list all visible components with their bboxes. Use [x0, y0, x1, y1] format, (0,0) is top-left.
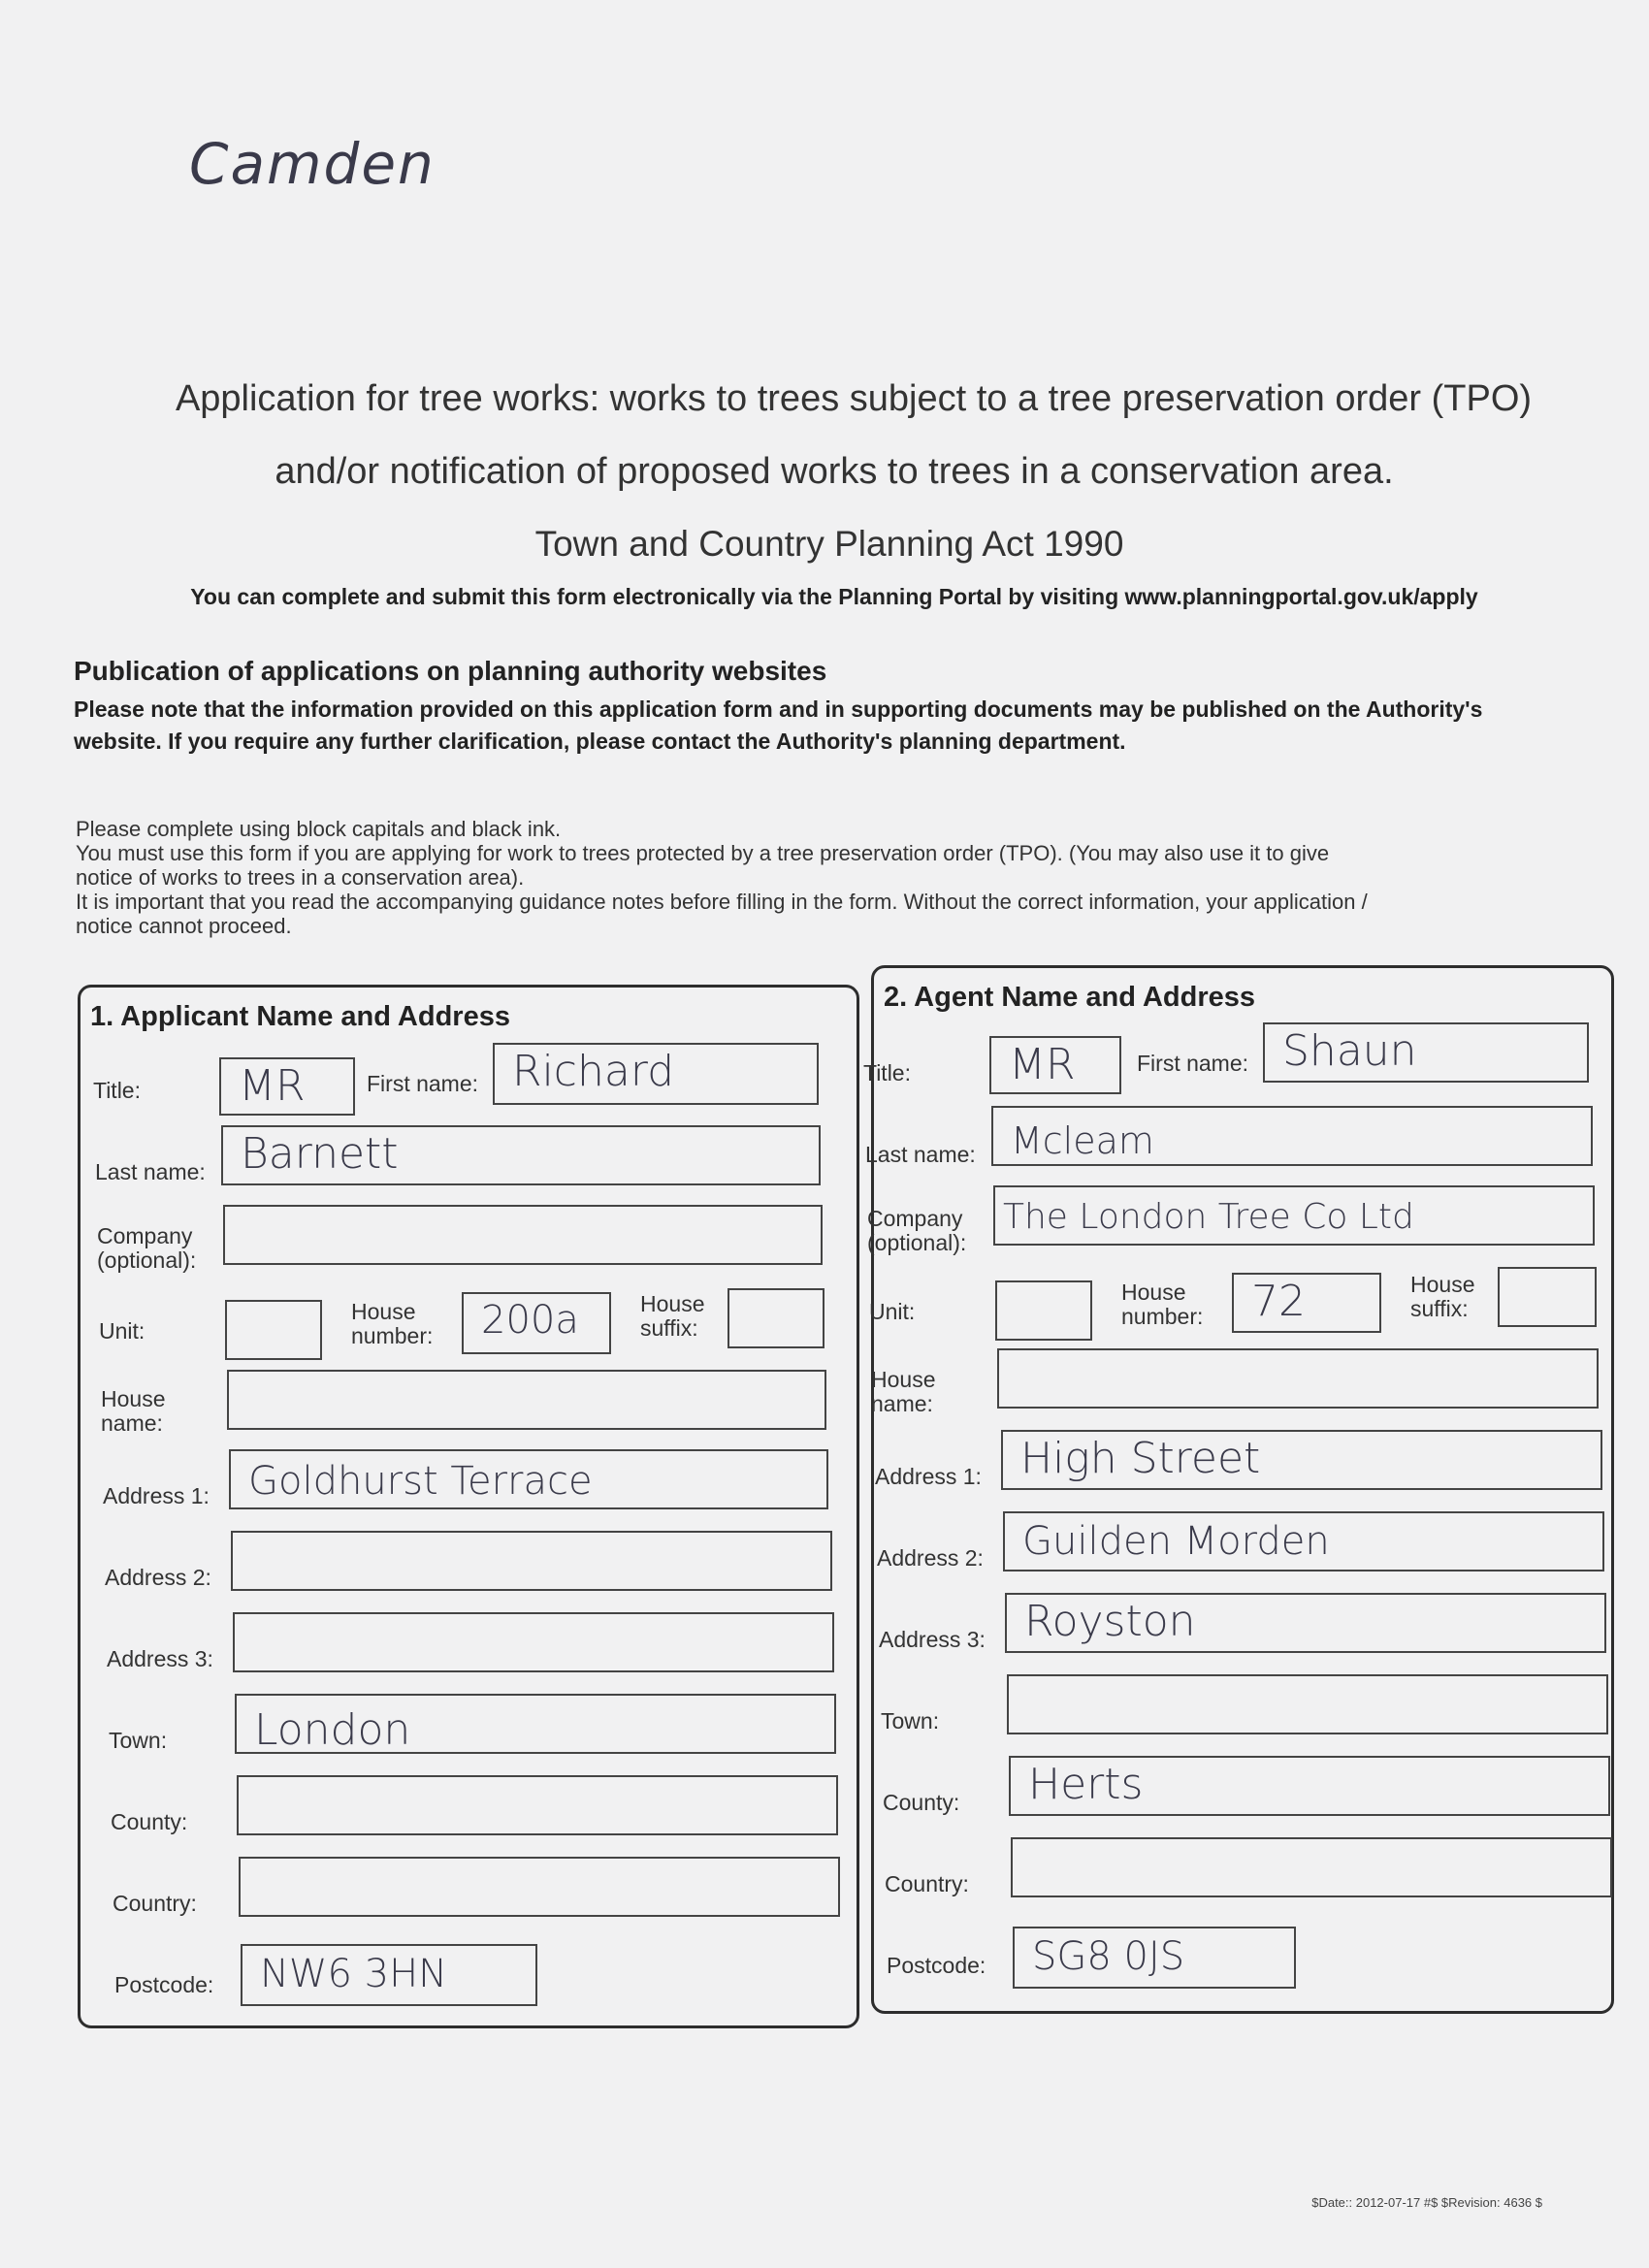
agent-first-name-value: Shaun [1282, 1026, 1417, 1076]
agent-unit-field[interactable] [995, 1280, 1092, 1341]
agent-last-name-field[interactable] [991, 1106, 1593, 1166]
instruction-line: notice cannot proceed. [76, 914, 292, 938]
agent-address1-field[interactable] [1001, 1430, 1602, 1490]
applicant-house-number-field[interactable] [462, 1292, 611, 1354]
applicant-company-field[interactable] [223, 1205, 823, 1265]
agent-town-label: Town: [881, 1708, 940, 1733]
agent-address3-value: Royston [1024, 1597, 1196, 1646]
agent-address2-field[interactable] [1003, 1511, 1604, 1571]
agent-address3-field[interactable] [1005, 1593, 1606, 1653]
applicant-first-name-label: First name: [367, 1071, 479, 1096]
applicant-last-name-label: Last name: [95, 1159, 206, 1184]
agent-county-label: County: [883, 1790, 960, 1815]
applicant-town-label: Town: [109, 1728, 168, 1753]
agent-country-field[interactable] [1011, 1837, 1612, 1897]
council-handwritten: Camden [189, 131, 436, 197]
agent-heading: 2. Agent Name and Address [884, 982, 1256, 1013]
agent-first-name-field[interactable] [1263, 1022, 1589, 1083]
applicant-address1-field[interactable] [229, 1449, 828, 1509]
applicant-address3-field[interactable] [233, 1612, 834, 1672]
agent-house-name-field[interactable] [997, 1348, 1599, 1409]
applicant-first-name-value: Richard [512, 1047, 675, 1096]
applicant-house-suffix-field[interactable] [728, 1288, 824, 1348]
applicant-title-field[interactable] [219, 1057, 355, 1116]
applicant-house-suffix-label: House suffix: [640, 1291, 705, 1341]
applicant-country-label: Country: [113, 1891, 197, 1916]
agent-last-name-value: Mcleam [1011, 1119, 1154, 1162]
agent-title-label: Title: [863, 1060, 911, 1085]
applicant-last-name-field[interactable] [221, 1125, 821, 1185]
revision-footer: $Date:: 2012-07-17 #$ $Revision: 4636 $ [1311, 2195, 1542, 2210]
form-title-line-3: Town and Country Planning Act 1990 [534, 524, 1124, 564]
agent-house-suffix-label: House suffix: [1410, 1272, 1475, 1321]
agent-country-label: Country: [885, 1871, 969, 1896]
agent-postcode-value: SG8 0JS [1032, 1934, 1185, 1979]
applicant-address2-label: Address 2: [105, 1565, 211, 1590]
agent-county-field[interactable] [1009, 1756, 1610, 1816]
agent-address2-value: Guilden Morden [1022, 1519, 1330, 1564]
agent-house-number-field[interactable] [1232, 1273, 1381, 1333]
applicant-title-value: MR [239, 1061, 306, 1111]
applicant-unit-field[interactable] [225, 1300, 322, 1360]
applicant-town-value: London [254, 1705, 411, 1755]
applicant-country-field[interactable] [239, 1857, 840, 1917]
agent-house-number-label: House number: [1121, 1280, 1204, 1329]
form-title-line-2: and/or notification of proposed works to trees in a conservation area. [275, 451, 1394, 492]
applicant-house-name-field[interactable] [227, 1370, 826, 1430]
applicant-town-field[interactable] [235, 1694, 836, 1754]
agent-address3-label: Address 3: [879, 1627, 986, 1652]
agent-town-field[interactable] [1007, 1674, 1608, 1734]
agent-house-name-label: House name: [871, 1367, 936, 1416]
agent-house-suffix-field[interactable] [1498, 1267, 1597, 1327]
applicant-county-field[interactable] [237, 1775, 838, 1835]
applicant-first-name-field[interactable] [493, 1043, 819, 1105]
instruction-line: Please complete using block capitals and black ink. [76, 817, 562, 841]
applicant-heading: 1. Applicant Name and Address [90, 1001, 510, 1032]
applicant-address1-value: Goldhurst Terrace [248, 1459, 593, 1504]
planning-portal-note: You can complete and submit this form electronically via the Planning Portal by visiting www.planningportal.gov.uk/apply [190, 584, 1478, 609]
applicant-house-name-label: House name: [101, 1386, 166, 1436]
instruction-line: It is important that you read the accompanying guidance notes before filling in the form. Without the correct information, your application / [76, 890, 1368, 914]
agent-postcode-field[interactable] [1013, 1927, 1296, 1989]
agent-title-field[interactable] [989, 1036, 1121, 1094]
agent-first-name-label: First name: [1137, 1051, 1249, 1076]
agent-county-value: Herts [1028, 1760, 1144, 1809]
applicant-house-number-label: House number: [351, 1299, 434, 1348]
agent-house-number-value: 72 [1251, 1277, 1306, 1326]
agent-postcode-label: Postcode: [887, 1953, 986, 1978]
applicant-county-label: County: [111, 1809, 188, 1834]
applicant-postcode-field[interactable] [241, 1944, 537, 2006]
applicant-postcode-value: NW6 3HN [260, 1952, 448, 1996]
agent-title-value: MR [1009, 1040, 1076, 1089]
publication-text: Please note that the information provided on this application form and in supporting documents may be published on the Authority's website. If you require any further clarification, please contact the Authority's planning department. [74, 697, 1483, 754]
applicant-last-name-value: Barnett [241, 1129, 399, 1179]
applicant-address3-label: Address 3: [107, 1646, 213, 1671]
applicant-unit-label: Unit: [99, 1318, 146, 1344]
publication-heading: Publication of applications on planning authority websites [74, 656, 827, 686]
agent-address1-label: Address 1: [875, 1464, 982, 1489]
applicant-company-label: Company (optional): [97, 1223, 197, 1273]
agent-company-value: The London Tree Co Ltd [1003, 1197, 1414, 1237]
applicant-house-number-value: 200a [481, 1298, 579, 1343]
agent-unit-label: Unit: [869, 1299, 916, 1324]
agent-address2-label: Address 2: [877, 1545, 984, 1571]
applicant-address2-field[interactable] [231, 1531, 832, 1591]
agent-company-label: Company (optional): [867, 1206, 967, 1255]
agent-last-name-label: Last name: [865, 1142, 976, 1167]
form-title-line-1: Application for tree works: works to trees subject to a tree preservation order (TPO) [175, 378, 1533, 419]
instructions [76, 817, 1608, 938]
agent-address1-value: High Street [1020, 1434, 1261, 1483]
instruction-line: You must use this form if you are applying for work to trees protected by a tree preservation order (TPO). (You may also use it to give [76, 841, 1330, 865]
agent-company-field[interactable] [993, 1185, 1595, 1246]
instruction-line: notice of works to trees in a conservation area). [76, 865, 525, 890]
applicant-postcode-label: Postcode: [114, 1972, 214, 1997]
applicant-title-label: Title: [93, 1078, 141, 1103]
applicant-address1-label: Address 1: [103, 1483, 210, 1508]
